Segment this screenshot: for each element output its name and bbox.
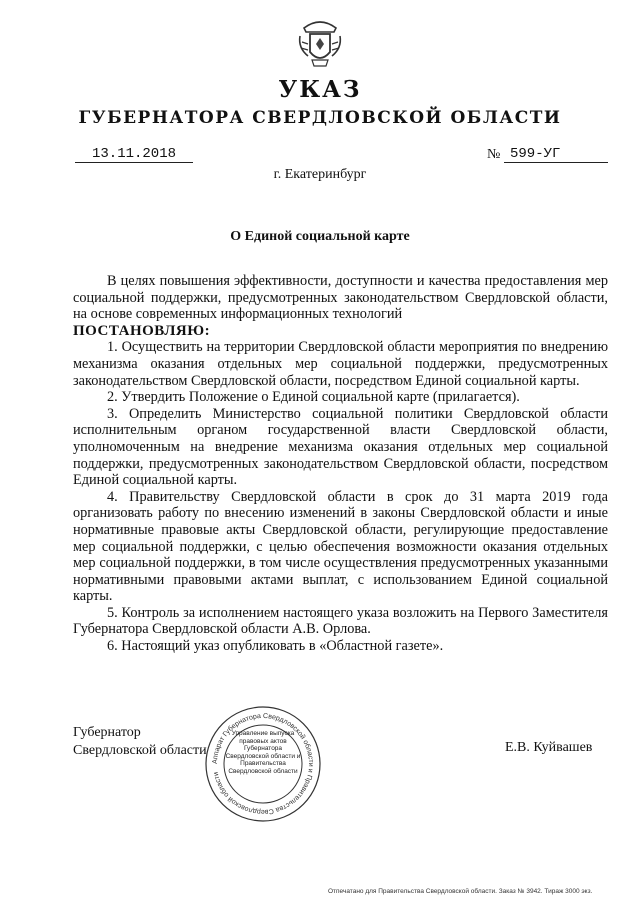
decree-item: 5. Контроль за исполнением настоящего указа возложить на Первого Заместителя Губернатора Свердловской области А.В. Орлова. (73, 604, 608, 638)
print-note: Отпечатано для Правительства Свердловской области. Заказ № 3942. Тираж 3000 экз. (328, 888, 593, 895)
number-sign: № (487, 147, 501, 162)
signatory-position (73, 724, 207, 760)
decree-word: ПОСТАНОВЛЯЮ: (73, 322, 211, 339)
decree-item: 2. Утвердить Положение о Единой социальной карте (прилагается). (107, 389, 520, 406)
document-subtitle: ГУБЕРНАТОРА СВЕРДЛОВСКОЙ ОБЛАСТИ (78, 108, 562, 128)
decree-number: 599-УГ (504, 146, 608, 163)
decree-body (73, 273, 608, 655)
decree-heading: О Единой социальной карте (230, 229, 410, 244)
stamp-ring-text: Аппарат Губернатора Свердловской области и Правительства Свердловской области (211, 712, 315, 816)
document-title: УКАЗ (278, 76, 362, 103)
position-line: Свердловской области (73, 743, 207, 758)
position-line: Губернатор (73, 725, 141, 740)
decree-item: 6. Настоящий указ опубликовать в «Областной газете». (107, 638, 444, 655)
decree-item: 4. Правительству Свердловской области в срок до 31 марта 2019 года организовать работу по внесению изменений в законы Свердловской области и иные нормативные правовые акты Свердловской области, регулирующие предоставление мер социальной поддержки, с целью обеспечения возможности оказания отдельных мер социальной поддержки, в том числе осуществления предусмотренных указанными нормативными правовыми актами выплат, с использованием Единой социальной карты. (73, 488, 608, 605)
signatory-name: Е.В. Куйвашев (505, 740, 593, 755)
decree-item: 1. Осуществить на территории Свердловской области мероприятия по внедрению механизма оказания отдельных мер социальной поддержки, предусмотренных законодательством Свердловской области, посредством Единой социальной карты. (73, 339, 608, 389)
stamp-center-text: Управление выпуска правовых актов Губернатора Свердловской области и Правительства Свердловской области (225, 730, 301, 775)
coat-of-arms-icon (296, 14, 344, 70)
decree-item: 3. Определить Министерство социальной политики Свердловской области исполнительным органом государственной власти Свердловской области, уполномоченным на внедрение механизма оказания отдельных мер социальной поддержки, предусмотренных законодательством Свердловской области, посредством Единой социальной карты. (73, 405, 608, 489)
preamble: В целях повышения эффективности, доступности и качества предоставления мер социальной поддержки, предусмотренных законодательством Свердловской области, на основе современных информационных технологий (73, 273, 608, 323)
city: г. Екатеринбург (273, 167, 367, 182)
decree-date: 13.11.2018 (75, 146, 193, 163)
